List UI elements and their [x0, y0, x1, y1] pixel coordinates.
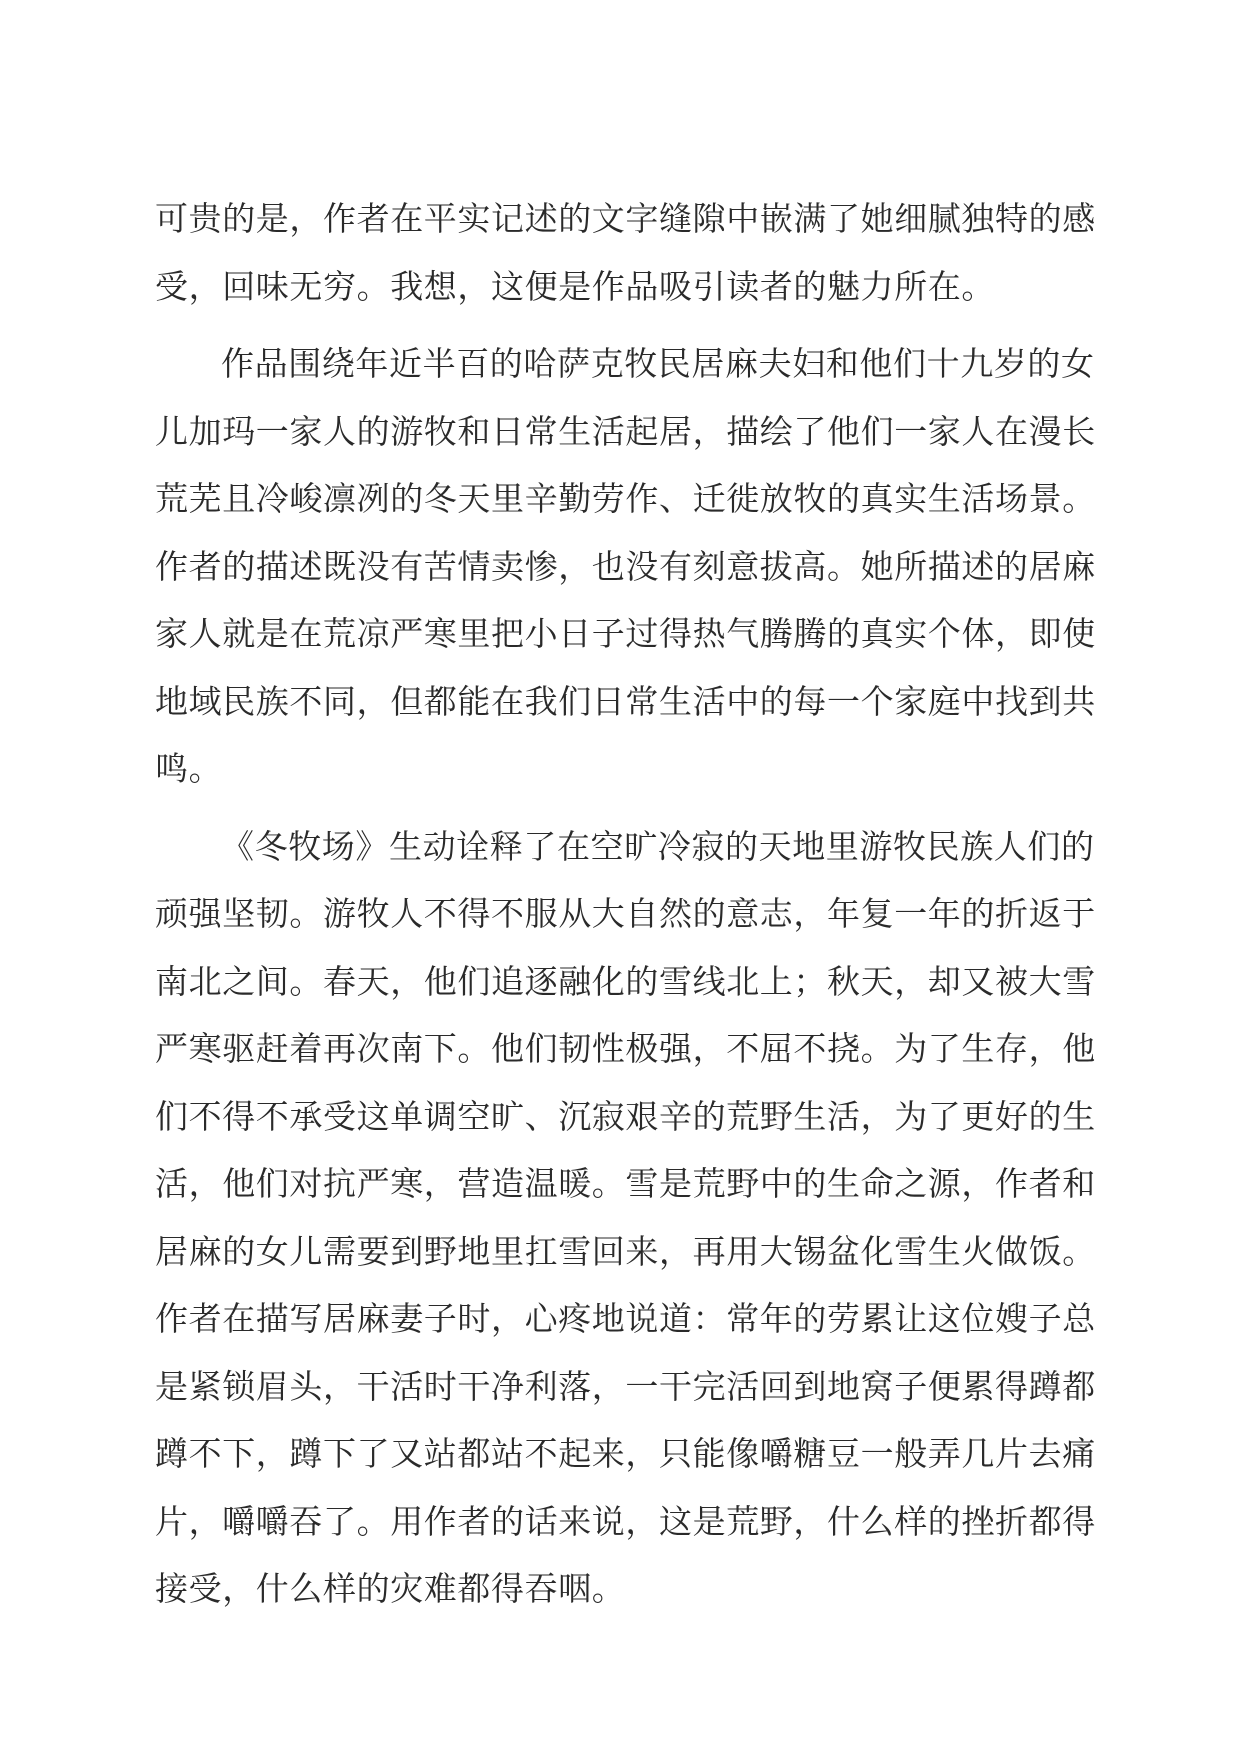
- text-line: 居麻的女儿需要到野地里扛雪回来，再用大锡盆化雪生火做饭。: [155, 1231, 1096, 1271]
- text-line: 鸣。: [155, 749, 223, 788]
- text-line: 受，回味无穷。我想，这便是作品吸引读者的魅力所在。: [155, 266, 995, 306]
- text-line: 接受，什么样的灾难都得吞咽。: [155, 1569, 626, 1608]
- text-line: 儿加玛一家人的游牧和日常生活起居，描绘了他们一家人在漫长: [155, 411, 1096, 451]
- text-line: 荒芜且冷峻凛冽的冬天里辛勤劳作、迁徙放牧的真实生活场景。: [155, 479, 1096, 518]
- article-body: [155, 185, 1096, 1623]
- text-line: 作品围绕年近半百的哈萨克牧民居麻夫妇和他们十九岁的女: [221, 344, 1095, 383]
- paragraph-1: [155, 185, 1096, 320]
- text-line: 地域民族不同，但都能在我们日常生活中的每一个家庭中找到共: [155, 681, 1096, 721]
- text-line: 可贵的是，作者在平实记述的文字缝隙中嵌满了她细腻独特的感: [155, 199, 1096, 238]
- paragraph-2: [155, 330, 1096, 803]
- text-line: 家人就是在荒凉严寒里把小日子过得热气腾腾的真实个体，即使: [155, 614, 1096, 653]
- text-line: 《冬牧场》生动诠释了在空旷冷寂的天地里游牧民族人们的: [221, 826, 1095, 866]
- text-line: 南北之间。春天，他们追逐融化的雪线北上；秋天，却又被大雪: [155, 961, 1096, 1001]
- text-line: 作者的描述既没有苦情卖惨，也没有刻意拔高。她所描述的居麻: [155, 546, 1096, 586]
- text-line: 顽强坚韧。游牧人不得不服从大自然的意志，年复一年的折返于: [155, 894, 1096, 933]
- text-line: 严寒驱赶着再次南下。他们韧性极强，不屈不挠。为了生存，他: [155, 1029, 1096, 1068]
- text-line: 活，他们对抗严寒，营造温暖。雪是荒野中的生命之源，作者和: [155, 1164, 1096, 1203]
- text-line: 片，嚼嚼吞了。用作者的话来说，这是荒野，什么样的挫折都得: [155, 1501, 1096, 1541]
- text-line: 作者在描写居麻妻子时，心疼地说道：常年的劳累让这位嫂子总: [155, 1299, 1096, 1338]
- text-line: 是紧锁眉头，干活时干净利落，一干完活回到地窝子便累得蹲都: [155, 1366, 1096, 1406]
- text-line: 们不得不承受这单调空旷、沉寂艰辛的荒野生活，为了更好的生: [155, 1096, 1096, 1136]
- text-line: 蹲不下，蹲下了又站都站不起来，只能像嚼糖豆一般弄几片去痛: [155, 1434, 1096, 1473]
- paragraph-3: [155, 813, 1096, 1623]
